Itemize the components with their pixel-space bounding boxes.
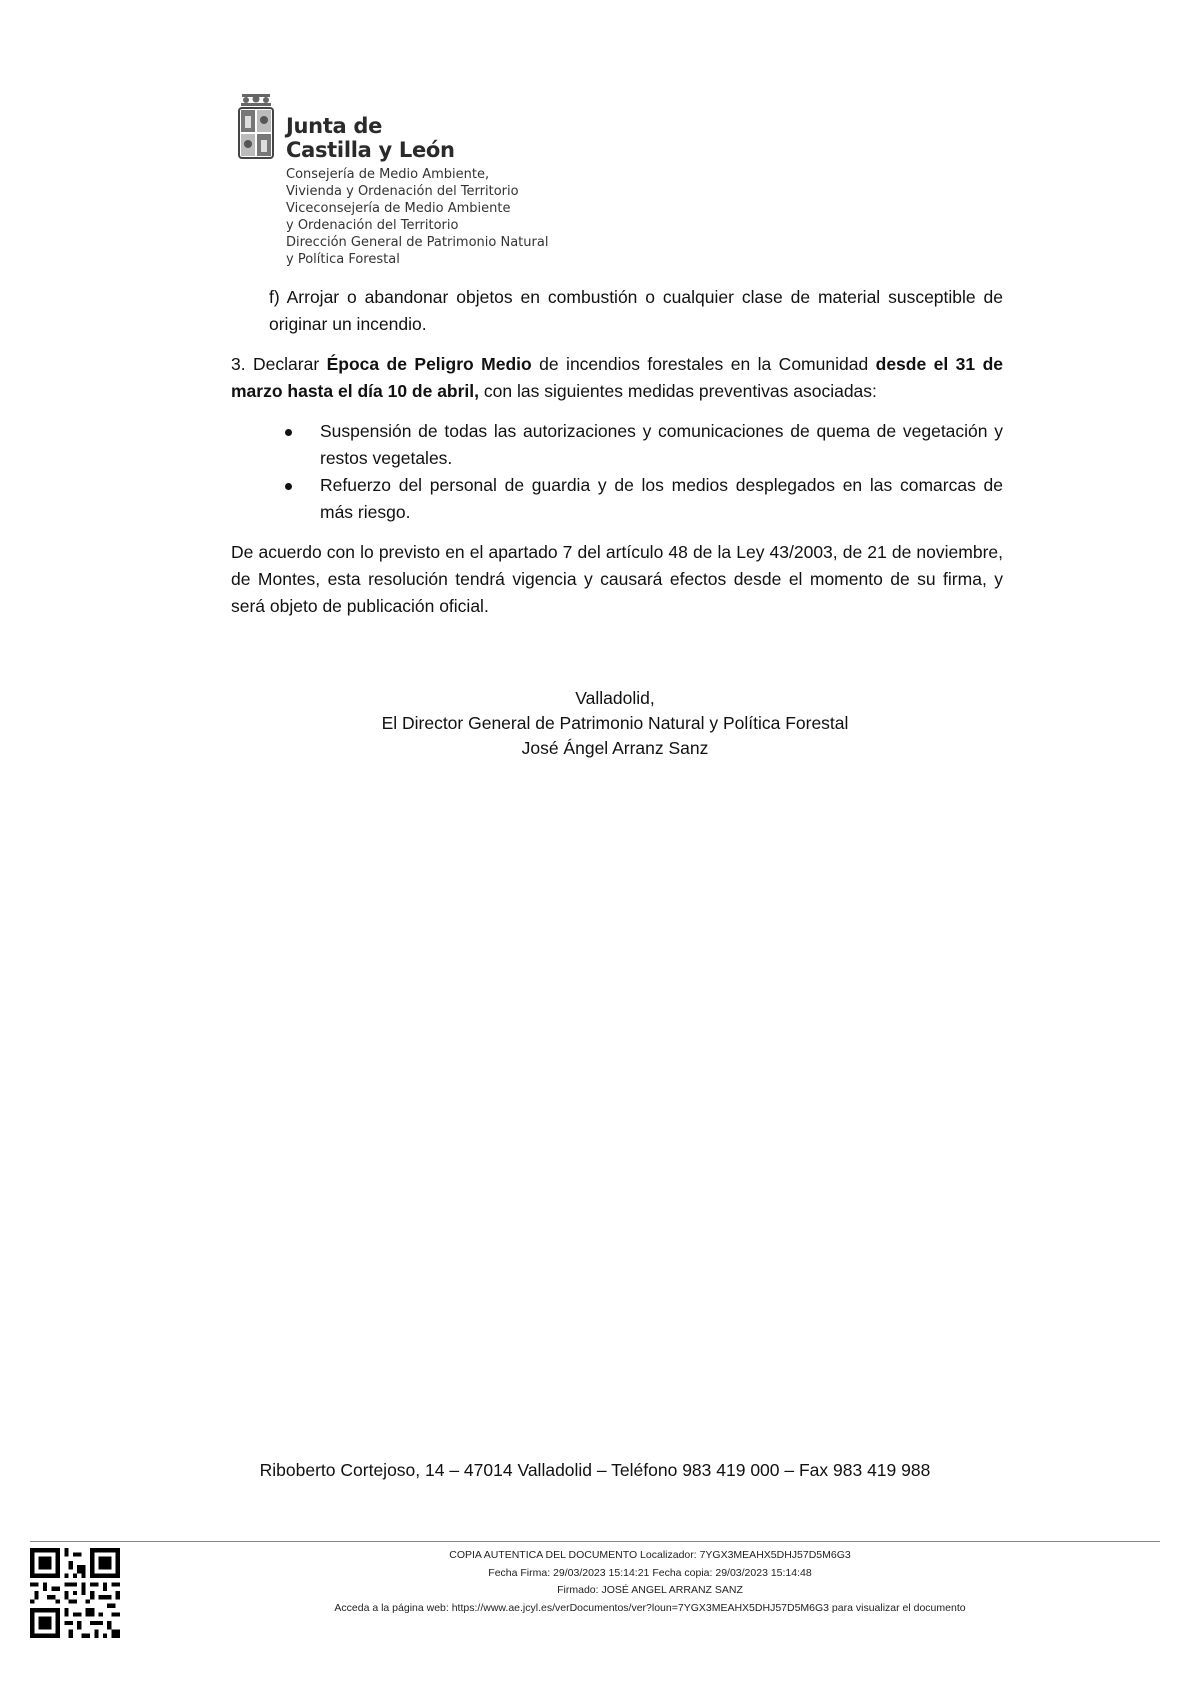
list-item-text: Refuerzo del personal de guardia y de los medios desplegados en las comarcas de más riesgo.: [320, 475, 1003, 522]
signature-title: El Director General de Patrimonio Natural y Política Forestal: [381, 713, 849, 733]
footer-signed-by: Firmado: JOSÉ ANGEL ARRANZ SANZ: [557, 1584, 743, 1596]
signature-name: José Ángel Arranz Sanz: [521, 738, 709, 758]
bullet-icon: [285, 483, 292, 490]
p3-suffix: con las siguientes medidas preventivas asociadas:: [479, 381, 877, 401]
measures-list: [285, 418, 1003, 526]
list-item: [285, 472, 1003, 526]
p3-bold-period: Época de Peligro Medio: [326, 354, 532, 374]
legal-basis-paragraph: De acuerdo con lo previsto en el apartado 7 del artículo 48 de la Ley 43/2003, de 21 de noviembre, de Montes, esta resolución tendrá vigencia y causará efectos desde el momento de su firma, y será objeto de publicación oficial.: [231, 542, 1003, 616]
department-line: y Política Forestal: [286, 252, 400, 267]
declaration-paragraph: [231, 351, 1003, 405]
brand-name: [286, 114, 455, 162]
footer-localizador: COPIA AUTENTICA DEL DOCUMENTO Localizador: 7YGX3MEAHX5DHJ57D5M6G3: [449, 1549, 851, 1561]
brand-line-1: Junta de: [286, 114, 383, 138]
department-block: [286, 166, 548, 268]
footer-dates: Fecha Firma: 29/03/2023 15:14:21 Fecha copia: 29/03/2023 15:14:48: [488, 1566, 812, 1579]
department-line: Dirección General de Patrimonio Natural: [286, 235, 549, 250]
list-item-text: Suspensión de todas las autorizaciones y comunicaciones de quema de vegetación y restos vegetales.: [320, 421, 1003, 468]
bullet-icon: [285, 429, 292, 436]
footer-verify-link[interactable]: Acceda a la página web: https://www.ae.jcyl.es/verDocumentos/ver?loun=7YGX3MEAHX5DHJ57D5M6G3 para visualizar el documento: [334, 1601, 966, 1614]
signature-place: Valladolid,: [575, 688, 655, 708]
p3-bold-dates: desde el 31 de marzo hasta el día 10 de abril,: [231, 354, 1003, 401]
department-line: y Ordenación del Territorio: [286, 218, 459, 233]
coat-of-arms-logo: [236, 92, 276, 162]
signature-block: [330, 686, 900, 761]
item-f-paragraph: f) Arrojar o abandonar objetos en combustión o cualquier clase de material susceptible de originar un incendio.: [269, 287, 1003, 334]
department-line: Vivienda y Ordenación del Territorio: [286, 184, 519, 199]
department-line: Viceconsejería de Medio Ambiente: [286, 201, 511, 216]
department-line: Consejería de Medio Ambiente,: [286, 167, 490, 182]
p3-middle: de incendios forestales en la Comunidad: [531, 354, 876, 374]
office-address: Riboberto Cortejoso, 14 – 47014 Valladolid – Teléfono 983 419 000 – Fax 983 419 988: [259, 1460, 931, 1480]
list-item: [285, 418, 1003, 472]
authenticity-footer: [200, 1547, 1100, 1617]
qr-code[interactable]: [30, 1548, 120, 1638]
footer-divider: [30, 1541, 1160, 1542]
p3-prefix: 3. Declarar: [231, 354, 327, 374]
brand-line-2: Castilla y León: [286, 138, 455, 162]
